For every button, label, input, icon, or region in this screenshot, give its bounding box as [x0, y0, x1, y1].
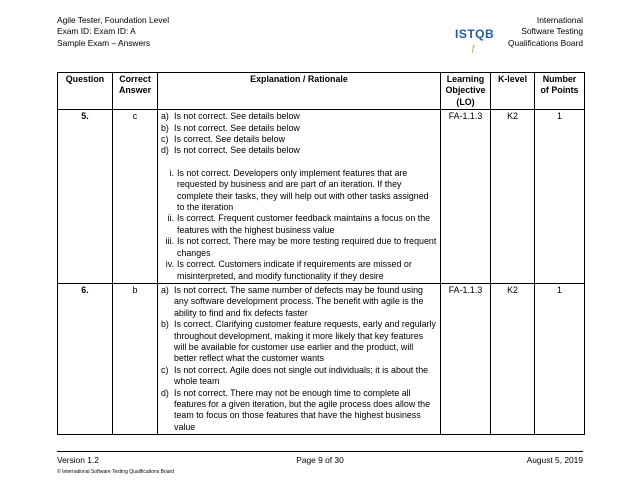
detail-text: Is not correct. There may be more testing required due to frequent changes: [177, 236, 437, 258]
option-text: Is correct. See details below: [174, 134, 285, 145]
option-text: Is not correct. See details below: [174, 111, 300, 122]
learning-objective: FA-1.1.3: [441, 110, 491, 284]
logo-mark-icon: ƒ: [471, 43, 477, 53]
header-doc-type: Sample Exam – Answers: [57, 37, 151, 48]
istqb-logo: [455, 21, 495, 57]
footer-page-number: Page 9 of 30: [296, 455, 344, 465]
answer-option: [161, 319, 437, 365]
question-number: 6.: [58, 283, 113, 434]
header-left: [57, 15, 169, 49]
header-org-line1: International: [536, 15, 583, 25]
col-learning-objective: Learning Objective (LO): [441, 73, 491, 110]
page-header: [57, 15, 583, 57]
option-marker: b): [161, 122, 169, 133]
col-explanation: Explanation / Rationale: [158, 73, 441, 110]
detail-marker: i.: [169, 167, 174, 178]
points: 1: [535, 283, 585, 434]
detail-item: [161, 259, 437, 282]
question-number: 5.: [58, 110, 113, 284]
spacer: [161, 157, 437, 168]
option-marker: d): [161, 387, 169, 398]
option-text: Is correct. Clarifying customer feature requests, early and regularly throughout development, making it more likely that key features will be available for customer use earlier and the product, will better reflect what the customer wants: [174, 319, 436, 364]
detail-text: Is correct. Customers indicate if requirements are missed or misinterpreted, and modify functionality if they desire: [177, 259, 412, 281]
footer-date: August 5, 2019: [526, 455, 583, 465]
answers-table: [57, 72, 585, 435]
header-exam-id: Exam ID: Exam ID: A: [57, 26, 136, 37]
learning-objective: FA-1.1.3: [441, 283, 491, 434]
logo-text: ISTQB: [455, 27, 495, 41]
option-text: Is not correct. See details below: [174, 122, 300, 133]
answer-option: [161, 123, 437, 134]
explanation-cell: [158, 283, 441, 434]
col-k-level: K-level: [491, 73, 535, 110]
points: 1: [535, 110, 585, 284]
correct-answer: c: [113, 110, 158, 284]
answer-option: [161, 365, 437, 388]
option-marker: a): [161, 284, 169, 295]
col-question: Question: [58, 73, 113, 110]
detail-item: [161, 168, 437, 214]
option-marker: a): [161, 111, 169, 122]
answer-option: [161, 388, 437, 434]
answer-option: [161, 285, 437, 319]
option-marker: d): [161, 145, 169, 156]
detail-text: Is correct. Frequent customer feedback maintains a focus on the features with the highest business value: [177, 213, 431, 235]
answer-option: [161, 145, 437, 156]
detail-text: Is not correct. Developers only implement features that are requested by business and are part of an iteration. If they complete their tasks, they will help out with other tasks assigned to the iteration: [177, 167, 429, 213]
option-marker: b): [161, 319, 169, 330]
detail-item: [161, 236, 437, 259]
k-level: K2: [491, 283, 535, 434]
footer-copyright: © International Software Testing Qualifications Board: [57, 469, 174, 475]
answer-option: [161, 134, 437, 145]
explanation-cell: [158, 110, 441, 284]
footer-version: Version 1.2: [57, 455, 99, 465]
table-header-row: [58, 73, 585, 110]
k-level: K2: [491, 110, 535, 284]
option-text: Is not correct. There may not be enough time to complete all features for a given iteration, but the agile process does allow the team to focus on those features that have the highest business value: [174, 387, 431, 432]
col-correct-answer: Correct Answer: [113, 73, 158, 110]
option-marker: c): [161, 134, 169, 145]
answer-option: [161, 111, 437, 122]
table-row: [58, 110, 585, 284]
header-org-line2: Software Testing: [521, 26, 583, 37]
detail-item: [161, 213, 437, 236]
header-org-line3: Qualifications Board: [508, 37, 583, 48]
option-marker: c): [161, 364, 169, 375]
header-course: Agile Tester, Foundation Level: [57, 15, 170, 25]
header-right: [508, 15, 583, 49]
correct-answer: b: [113, 283, 158, 434]
table-row: [58, 283, 585, 434]
option-text: Is not correct. The same number of defects may be found using any software development process. The benefit with agile is the ability to find and fix defects faster: [174, 284, 424, 318]
col-points: Number of Points: [535, 73, 585, 110]
option-text: Is not correct. See details below: [174, 145, 300, 156]
detail-marker: iii.: [165, 236, 174, 247]
detail-marker: ii.: [167, 213, 174, 224]
option-text: Is not correct. Agile does not single out individuals; it is about the whole team: [174, 364, 429, 387]
detail-marker: iv.: [165, 259, 174, 270]
page-footer: [57, 451, 583, 475]
